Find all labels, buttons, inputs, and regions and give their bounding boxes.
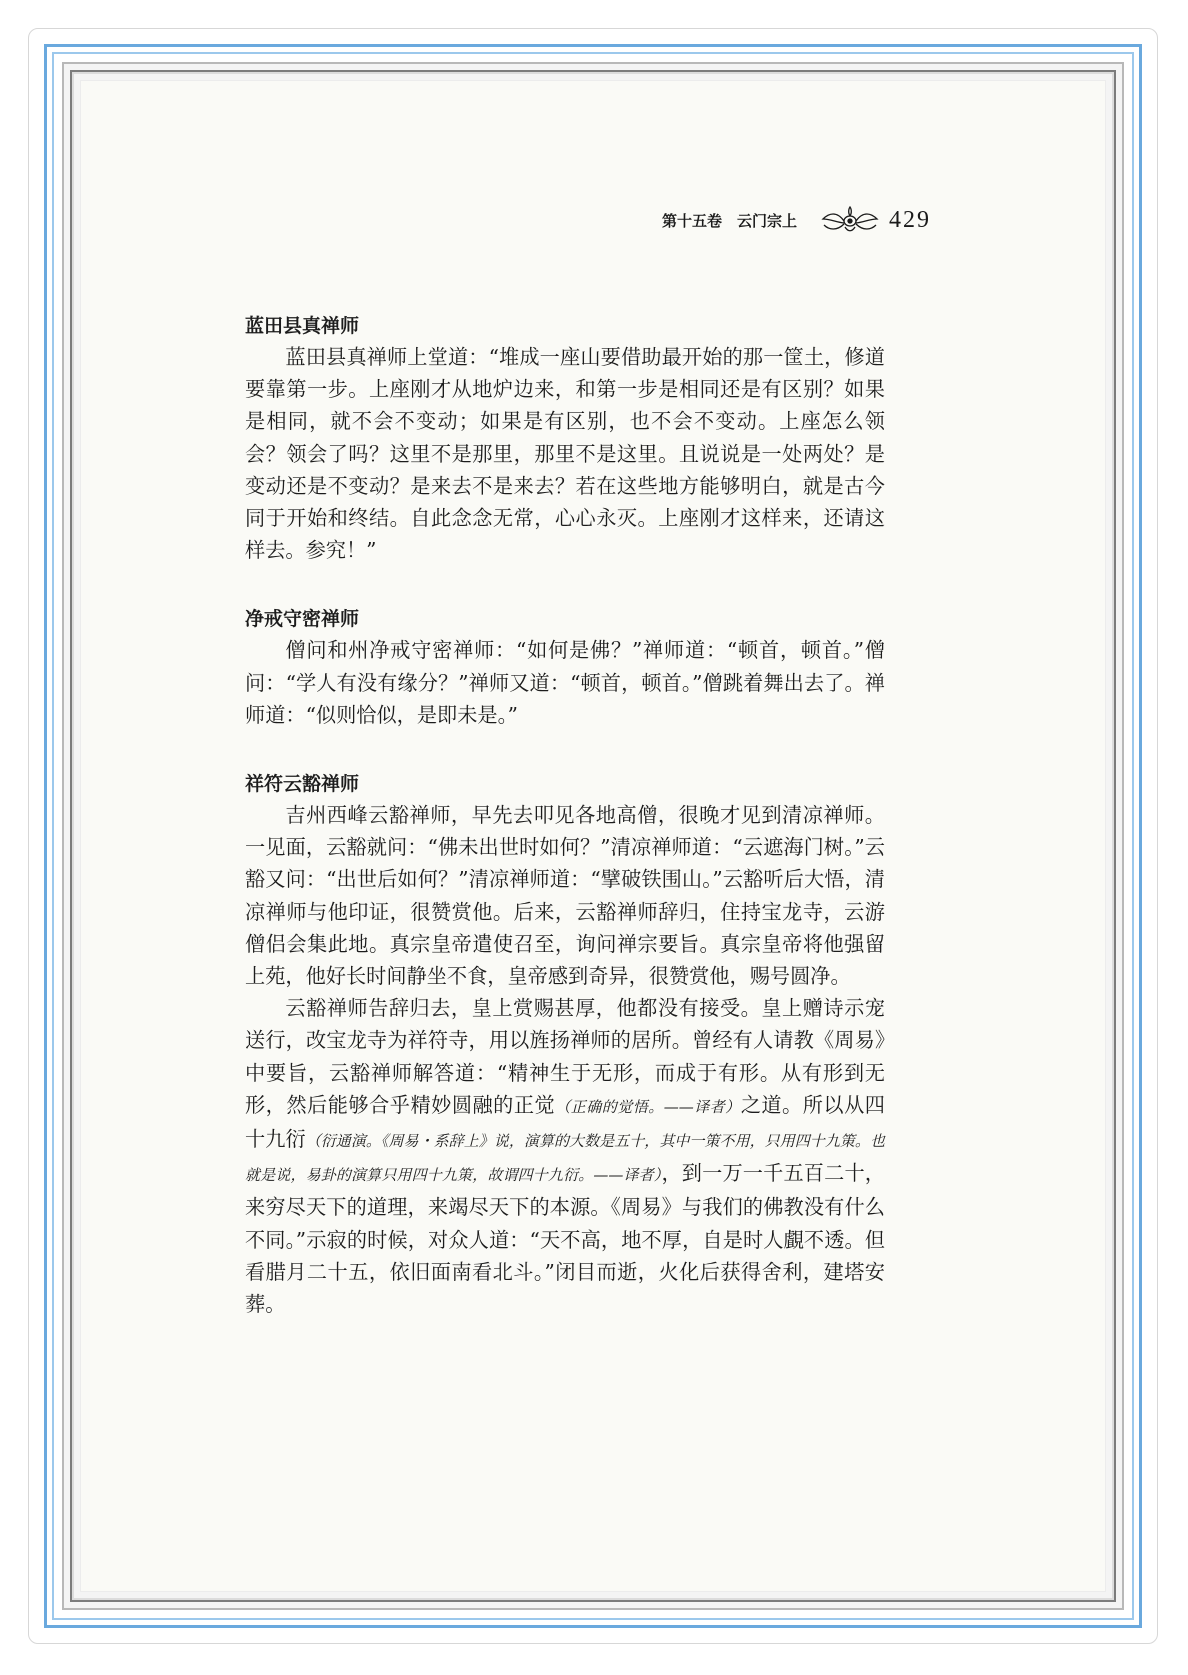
lotus-ornament-icon bbox=[821, 205, 879, 235]
book-page bbox=[80, 80, 1106, 1592]
section-title: 蓝田县真禅师 bbox=[245, 315, 360, 337]
paragraph bbox=[245, 799, 885, 992]
text-run: ，到一万一千五百二十，来穷尽天下的道理，来竭尽天下的本源。《周易》与我们的佛教没有什么不同。”示寂的时候，对众人道：“天不高，地不厚，自是时人覰不透。但看腊月二十五，依旧面南看北斗。”闭目而逝，火化后获得舍利，建塔安葬。 bbox=[245, 1161, 885, 1317]
text-run: 僧问和州净戒守密禅师：“如何是佛？”禅师道：“顿首，顿首。”僧问：“学人有没有缘分？”禅师又道：“顿首，顿首。”僧跳着舞出去了。禅师道：“似则恰似，是即未是。” bbox=[245, 638, 885, 727]
running-head bbox=[662, 205, 931, 235]
text-run: 吉州西峰云豁禅师，早先去叩见各地高僧，很晚才见到清凉禅师。一见面，云豁就问：“佛未出世时如何？”清凉禅师道：“云遮海门树。”云豁又问：“出世后如何？”清凉禅师道：“擘破铁围山。”云豁听后大悟，清凉禅师与他印证，很赞赏他。后来，云豁禅师辞归，住持宝龙寺，云游僧侣会集此地。真宗皇帝遣使召至，询问禅宗要旨。真宗皇帝将他强留上苑，他好长时间静坐不食，皇帝感到奇异，很赞赏他，赐号圆净。 bbox=[245, 803, 885, 989]
section-1 bbox=[245, 311, 885, 566]
paragraph bbox=[245, 992, 885, 1320]
section-title: 祥符云豁禅师 bbox=[245, 773, 360, 796]
section-title: 净戒守密禅师 bbox=[245, 608, 360, 631]
text-run: 之道。所以从四十九衍 bbox=[245, 1092, 885, 1152]
section-3 bbox=[245, 769, 885, 1320]
paragraph bbox=[245, 634, 885, 731]
text-run: 云豁禅师告辞归去，皇上赏赐甚厚，他都没有接受。皇上赠诗示宠送行，改宝龙寺为祥符寺，用以旌扬禅师的居所。曾经有人请教《周易》中要旨，云豁禅师解答道：“精神生于无形，而成于有形。从有形到无形，然后能够合乎精妙圆融的正觉 bbox=[245, 996, 885, 1117]
page-number: 429 bbox=[889, 206, 931, 233]
paragraph bbox=[245, 341, 885, 566]
chapter-label: 第十五卷 云门宗上 bbox=[661, 211, 797, 230]
page-content bbox=[245, 311, 885, 1358]
translator-note: （衍通演。《周易・系辞上》说，演算的大数是五十，其中一策不用，只用四十九策。也就是说，易卦的演算只用四十九策，故谓四十九衍。——译者） bbox=[245, 1132, 885, 1185]
section-2 bbox=[245, 604, 885, 731]
translator-note: （正确的觉悟。——译者） bbox=[555, 1097, 741, 1116]
text-run: 蓝田县真禅师上堂道：“堆成一座山要借助最开始的那一筐土，修道要靠第一步。上座刚才从地炉边来，和第一步是相同还是有区别？如果是相同，就不会不变动；如果是有区别，也不会不变动。上座怎么领会？领会了吗？这里不是那里，那里不是这里。且说说是一处两处？是变动还是不变动？是来去不是来去？若在这些地方能够明白，就是古今同于开始和终结。自此念念无常，心心永灭。上座刚才这样来，还请这样去。参究！” bbox=[245, 345, 885, 563]
